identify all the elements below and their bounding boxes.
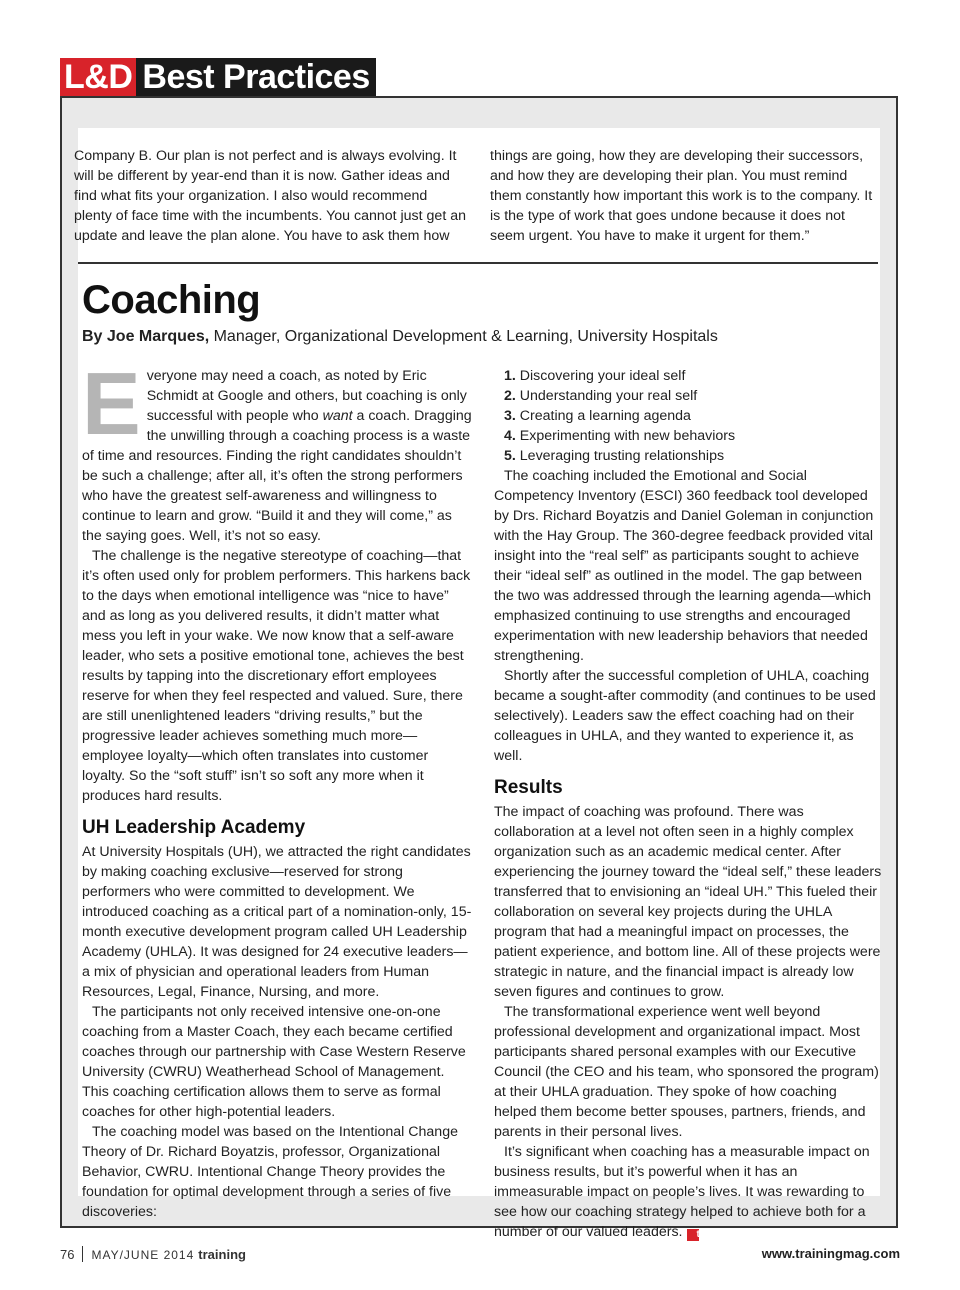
list-number: 4. — [504, 428, 516, 444]
list-number: 2. — [504, 388, 516, 404]
paragraph: The coaching model was based on the Intentional Change Theory of Dr. Richard Boyatzis, professor, Organizational Behavior, CWRU. Intentional Change Theory provides the foundation for optimal development through a series of five discoveries: — [82, 1124, 458, 1220]
paragraph-intro-emphasis: want — [322, 408, 353, 424]
list-text: Creating a learning agenda — [515, 408, 691, 424]
paragraph-intro — [82, 354, 472, 546]
article-column-right — [494, 366, 882, 1242]
section-divider — [78, 262, 878, 264]
page-number: 76 — [60, 1247, 75, 1262]
paragraph: The challenge is the negative stereotype of coaching—that it’s often used only for problem performers. This harkens back to the days when emotional intelligence was “nice to have” and as long as you delivered results, it didn’t matter what mess you left in your wake. We now know that a self-aware leader, who sets a positive emotional tone, achieves the best results by tapping into the discretionary effort employees reserve for when they feel respected and valued. Sure, there are still unenlightened leaders “driving results,” but the progressive leader achieves something much more—employee loyalty—which often translates into customer loyalty. So the “soft stuff” isn’t so soft any more when it produces hard results. — [82, 548, 471, 804]
subhead-results: Results — [494, 777, 563, 798]
list-text: Leveraging trusting relationships — [515, 448, 725, 464]
footer-left — [60, 1246, 246, 1262]
list-item — [494, 366, 882, 386]
frame-band-top — [62, 98, 896, 128]
section-tag-best-practices: Best Practices — [136, 58, 375, 96]
paragraph: At University Hospitals (UH), we attracted the right candidates by making coaching exclusive—reserved for strong performers who were committed to development. We introduced coaching as a critical part of a nomination-only, 15-month executive development program called UH Leadership Academy (UHLA). It was designed for 24 executive leaders—a mix of physician and operational leaders from Human Resources, Legal, Finance, Nursing, and more. — [82, 844, 472, 1000]
paragraph-intro-end: a coach. Dragging the unwilling through a coaching process is a waste of time and resources. Finding the right candidates shouldn’t be such a challenge; after all, it’s often the strong performers who have the greatest self-awareness and willingness to continue to learn and grow. “Build it and they will come,” as the saying goes. Well, it’s not so easy. — [82, 408, 472, 544]
list-number: 1. — [504, 368, 516, 384]
paragraph: The participants not only received intensive one-on-one coaching from a Master Coach, they each became certified coaches through our partnership with Case Western Reserve University (CWRU) Weatherhead School of Management. This coaching certification allows them to serve as formal coaches for other high-potential leaders. — [82, 1004, 466, 1120]
list-item — [494, 426, 882, 446]
footer-separator — [82, 1246, 83, 1262]
list-number: 5. — [504, 448, 516, 464]
paragraph: Shortly after the successful completion of UHLA, coaching became a sought-after commodity (and continues to be used selectively). Leaders saw the effect coaching had on their colleagues in UHLA, and they wanted to experience it, as well. — [494, 668, 876, 764]
paragraph: The impact of coaching was profound. There was collaboration at a level not often seen in a highly complex organization such as an academic medical center. After experiencing the journey toward the “ideal self,” these leaders transferred that to envisioning an “ideal UH.” This fueled their collaboration on several key projects during the UHLA program that had a meaningful impact on processes, the patient experience, and bottom line. All of these projects were strategic in nature, and the financial impact is already low seven figures and continues to grow. — [494, 804, 882, 1000]
issue-date: MAY/JUNE 2014 — [91, 1248, 195, 1262]
byline-author: By Joe Marques, — [82, 328, 210, 345]
section-tag-ld: L&D — [60, 58, 136, 96]
end-of-article-icon: t — [687, 1229, 699, 1241]
drop-cap: E — [82, 354, 141, 453]
list-text: Understanding your real self — [515, 388, 698, 404]
article-column-left — [82, 354, 472, 1222]
frame-band-left — [62, 98, 78, 1226]
list-item — [494, 406, 882, 426]
magazine-url[interactable]: www.trainingmag.com — [761, 1246, 900, 1261]
subhead-uh-leadership-academy: UH Leadership Academy — [82, 817, 306, 838]
paragraph: The transformational experience went well beyond professional development and organizational impact. Most participants shared personal examples with our Executive Council (the CEO and his team, who sponsored the program) at their UHLA graduation. They spoke of how coaching helped them become better spouses, partners, friends, and parents in their personal lives. — [494, 1004, 879, 1140]
list-number: 3. — [504, 408, 516, 424]
article-byline — [82, 328, 718, 346]
list-item — [494, 386, 882, 406]
list-text: Discovering your ideal self — [515, 368, 686, 384]
paragraph: The coaching included the Emotional and Social Competency Inventory (ESCI) 360 feedback tool developed by Drs. Richard Boyatzis and Daniel Goleman in conjunction with the Hay Group. The 360-degree feedback provided vital insight into the “real self” as participants sought to achieve their “ideal self” as outlined in the model. The gap between the two was addressed through the learning agenda—which emphasized continuing to use strengths and encouraged experimentation with new leadership behaviors that needed strengthening. — [494, 468, 874, 664]
paragraph-intro-text: veryone may need a coach, as noted by Eric Schmidt at Google and others, but coaching is only successful with people who — [146, 368, 467, 424]
continued-paragraph-left: Company B. Our plan is not perfect and is always evolving. It will be different by year-end than it is now. Gather ideas and find what fits your organization. I also would recommend plenty of face time with the incumbents. You cannot just get an update and leave the plan alone. You have to ask them how — [74, 148, 466, 244]
magazine-name: training — [198, 1247, 246, 1262]
paragraph-final-text: It’s significant when coaching has a measurable impact on business results, but it’s powerful when it has an immeasurable impact on people’s lives. It was rewarding to see how our coaching strategy helped to achieve both for a number of our valued leaders. — [494, 1144, 870, 1240]
section-tag — [60, 58, 376, 96]
continued-text-right — [490, 146, 882, 246]
paragraph-final — [494, 1142, 882, 1242]
frame-band-right — [880, 98, 896, 1226]
article-title: Coaching — [82, 278, 261, 322]
continued-text-left — [74, 146, 468, 246]
list-text: Experimenting with new behaviors — [515, 428, 736, 444]
byline-role: Manager, Organizational Development & Learning, University Hospitals — [209, 328, 718, 345]
list-item — [494, 446, 882, 466]
continued-paragraph-right: things are going, how they are developing their successors, and how they are developing their plan. You must remind them constantly how important this work is to the company. It is the type of work that goes undone because it does not seem urgent. You have to make it urgent for them.” — [490, 148, 873, 244]
